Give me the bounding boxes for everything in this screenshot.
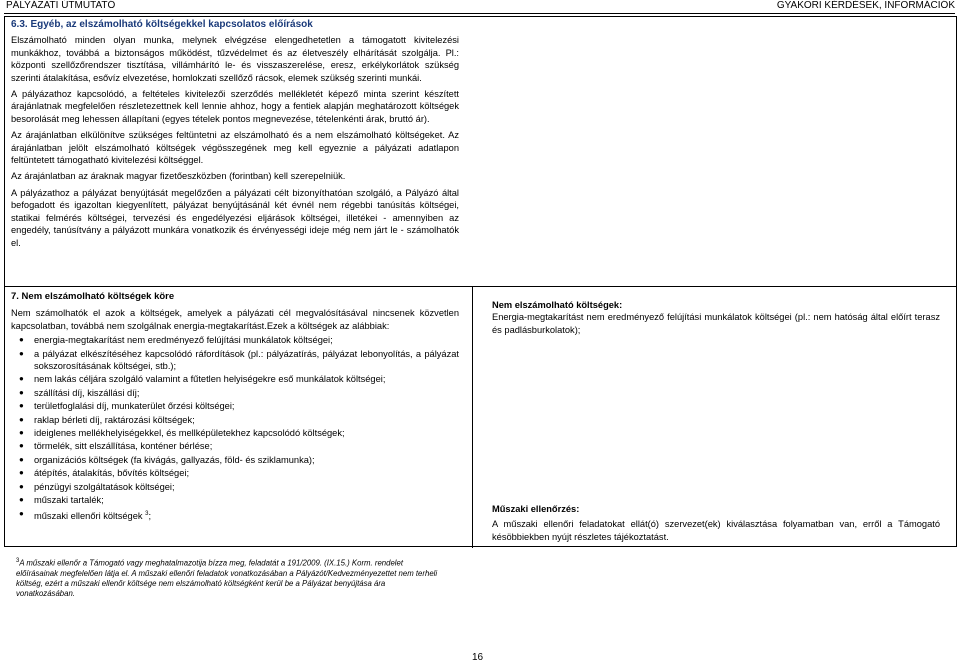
list-item: ● organizációs költségek (fa kivágás, gallyazás, föld- és sziklamunka); [34, 454, 459, 466]
list-item-text: műszaki ellenőri költségek [34, 510, 143, 521]
list-item: ● energia-megtakarítást nem eredményező felújítási munkálatok költségei; [34, 334, 459, 346]
header-left: PÁLYÁZATI ÚTMUTATÓ [6, 0, 116, 11]
list-item-tail: ; [148, 510, 152, 521]
section-6-3 [11, 19, 459, 253]
list-item: ● a pályázat elkészítéséhez kapcsolódó ráfordítások (pl.: pályázatírás, pályázat lebonyolítás, a pályázat sokszorosításának költségei, stb.); [34, 348, 459, 373]
section-7 [11, 291, 459, 523]
column-divider [472, 287, 473, 548]
right-column-technical [492, 503, 940, 547]
list-item: ● pénzügyi szolgáltatások költségei; [34, 481, 459, 493]
excluded-costs-list [11, 334, 459, 522]
list-item: ● ideiglenes mellékhelyiségekkel, és mellképületekhez kapcsolódó költségek; [34, 427, 459, 439]
content-table [4, 16, 957, 547]
list-item: ● raklap bérleti díj, raktározási költségek; [34, 414, 459, 426]
row-divider [5, 286, 956, 287]
list-item: ● területfoglalási díj, munkaterület őrzési költségei; [34, 400, 459, 412]
page-number: 16 [472, 652, 484, 663]
footnote [16, 556, 446, 599]
paragraph: Az árajánlatban elkülönítve szükséges feltüntetni az elszámolható és a nem elszámolható költségeket. Az árajánlatban jelölt elszámolható költségek végösszegének meg kell egyeznie a pályázati adatlapon feltüntetett támogatható kivitelezési költséggel. [11, 130, 459, 166]
footnote-number: 3 [16, 558, 20, 564]
list-item: ● szállítási díj, kiszállási díj; [34, 387, 459, 399]
paragraph: A pályázathoz kapcsolódó, a feltételes kivitelezői szerződés mellékletét képező minta szerint készített árajánlatnak megfelelően részletezettnek kell lennie ahhoz, hogy a fentiek alapján meghatározott költségek besorolását meg lehessen állapítani (egyes tételek pontos megnevezése, tételenkénti árak, bruttó ár). [11, 89, 459, 124]
list-item: ● törmelék, sitt elszállítása, konténer bérlése; [34, 440, 459, 452]
paragraph: Elszámolható minden olyan munka, melynek elvégzése elengedhetetlen a támogatott kivitelezési munkákhoz, továbbá a biztonságos működést, tűzvédelmet és az életveszély elhárítását szolgálja. Pl.: központi szellőzőrendszer tisztítása, villámhárító le- és visszaszerelése, eresz, erkélykorlátok szükség szerinti átalakítása, esővíz elvezetése, homlokzati szellőző rácsok, elemek szükség szerinti munkái. [11, 35, 459, 83]
list-item-last [34, 508, 459, 523]
note-text-not-eligible: Energia-megtakarítást nem eredményező felújítási munkálatok költségei (pl.: nem hatóság által előírt terasz és padlásburkolatok); [492, 312, 940, 335]
section-6-3-title: 6.3. Egyéb, az elszámolható költségekkel kapcsolatos előírások [11, 19, 313, 30]
section-7-intro: Nem számolhatók el azok a költségek, amelyek a pályázati cél megvalósításával nincsenek közvetlen kapcsolatban, továbbá nem szolgálnak energia-megtakarítást.Ezek a költségek az alábbiak: [11, 308, 459, 331]
paragraph: Az árajánlatban az áraknak magyar fizetőeszközben (forintban) kell szerepelniük. [11, 171, 346, 182]
header-right: GYAKORI KÉRDÉSEK, INFORMÁCIÓK [776, 0, 955, 11]
paragraph: A pályázathoz a pályázat benyújtását megelőzően a pályázati célt bizonyíthatóan szolgáló, a Pályázó által befogadott és igazoltan kiegyenlített, pályázat benyújtásánál két évnél nem régebbi tanúsítás költségei, statikai felmérés költségei, tervezési és engedélyezési eljárások költségei, illetékei - amennyiben az engedély, tanúsítvány a pályázott munkára vonatkozik és érvényességi ideje még nem járt le - számolhatók el. [11, 187, 459, 248]
note-text-technical-control: A műszaki ellenőri feladatokat ellát(ó) szervezet(ek) kiválasztása folyamatban van, erről a Támogató késöbbiekben nyújt részletes tájékoztatást. [492, 519, 940, 542]
note-title-technical-control: Műszaki ellenőrzés: [492, 504, 580, 514]
note-title-not-eligible: Nem elszámolható költségek: [492, 300, 623, 310]
list-item: ● átépítés, átalakítás, bővítés költségei; [34, 467, 459, 479]
footnote-ref: 3 [145, 510, 149, 517]
list-item: ● nem lakás céljára szolgáló valamint a fűtetlen helyiségekre eső munkálatok költségei; [34, 373, 459, 385]
footnote-text: A műszaki ellenőr a Támogató vagy meghatalmazotija bízza meg, feladatát a 191/2009. (IX.15.) Korm. rendelet előírásainak megfelelően látja el. A műszaki ellenőri feladatok vonatkozásában a Pályázót/Kedvezményezettet nem terheli költség, ezért a műszaki ellenőr költsége nem elszámolható költségként kerül be a Pályázat benyújtása ára vonatkozásában. [16, 558, 438, 598]
header-divider [4, 13, 955, 14]
right-column-notes [492, 299, 940, 340]
section-7-title: 7. Nem elszámolható költségek köre [11, 291, 175, 302]
page-header [4, 0, 955, 12]
list-item: ● műszaki tartalék; [34, 494, 459, 506]
